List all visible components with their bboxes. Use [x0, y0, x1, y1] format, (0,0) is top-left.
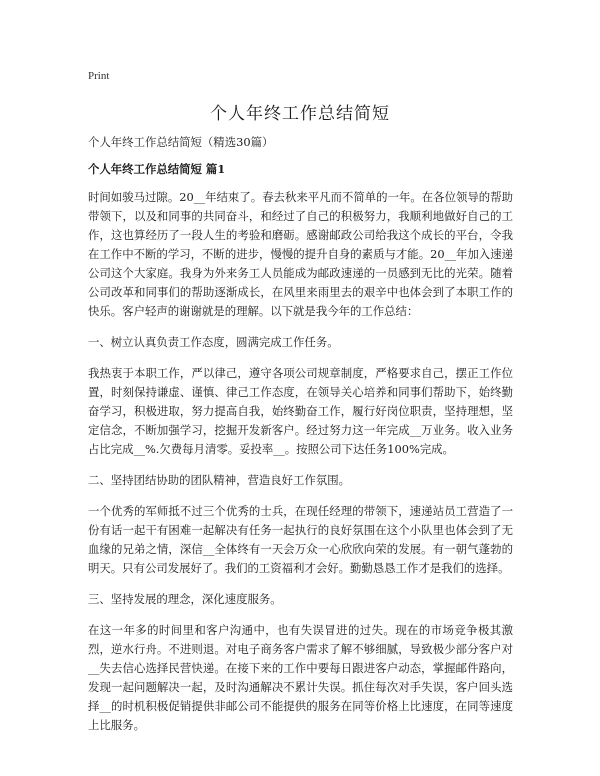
point-heading-3: 三、坚持发展的理念，深化速度服务。 — [88, 592, 282, 606]
paragraph-intro: 时间如骏马过隙。20__年结束了。春去秋来平凡而不简单的一年。在各位领导的帮助带领下，以及和同事的共同奋斗，和经过了自己的积极努力，我顺利地做好自己的工作，这也算经历了一段人生的考验和磨砺。感谢邮政公司给我这个成长的平台，令我在工作中不断的学习，不断的进步，慢慢的提升自身的素质与才能。20__年加入速递公司这个大家庭。我身为外来务工人员能成为邮政速递的一员感到无比的光荣。随着公司改革和同事们的帮助逐渐成长，在风里来雨里去的艰辛中也体会到了本职工作的快乐。客户轻声的谢谢就是的理解。以下就是我今年的工作总结： — [88, 190, 513, 318]
page-title: 个人年终工作总结简短 — [210, 104, 390, 124]
point-heading-1: 一、树立认真负责工作态度，圆满完成工作任务。 — [88, 335, 339, 349]
paragraph-development: 在这一年多的时间里和客户沟通中，也有失误冒进的过失。现在的市场竞争极其激烈，逆水行舟。不进则退。对电子商务客户需求了解不够细腻，导致极少部分客户对__失去信心选择民营快递。在接下来的工作中要每日跟进客户动态，掌握邮件路向，发现一起问题解决一起，及时沟通解决不累计失误。抓住每次对手失误，客户回头选择__的时机积极促销提供非邮公司不能提供的服务在同等价格上比速度，在同等速度上比服务。 — [88, 623, 513, 732]
print-link[interactable]: Print — [88, 70, 110, 82]
paragraph-teamwork: 一个优秀的军师抵不过三个优秀的士兵，在现任经理的带领下，速递站员工营造了一份有话一起干有困难一起解决有任务一起执行的良好氛围在这个小队里也体会到了无血缘的兄弟之情，深信__全体终有一天会万众一心欣欣向荣的发展。有一朝气蓬勃的明天。只有公司发展好了。我们的工资福利才会好。勤勤恳恳工作才是我们的选择。 — [88, 504, 513, 575]
article-subtitle: 个人年终工作总结简短（精选30篇） — [88, 135, 274, 149]
paragraph-work-attitude: 我热衷于本职工作，严以律己，遵守各项公司规章制度，严格要求自己，摆正工作位置，时刻保持谦虚、谨慎、律己工作态度，在领导关心培养和同事们帮助下，始终勤奋学习，积极进取，努力提高自我，始终勤奋工作，履行好岗位职责，坚持理想，坚定信念，不断加强学习，挖掘开发新客户。经过努力这一年完成__万业务。收入业务占比完成__%.欠费每月清零。妥投率__。按照公司下达任务100%完成。 — [88, 366, 513, 456]
section-heading: 个人年终工作总结简短 篇1 — [88, 162, 226, 176]
point-heading-2: 二、坚持团结协助的团队精神，营造良好工作氛围。 — [88, 473, 350, 487]
article-body — [88, 133, 513, 747]
